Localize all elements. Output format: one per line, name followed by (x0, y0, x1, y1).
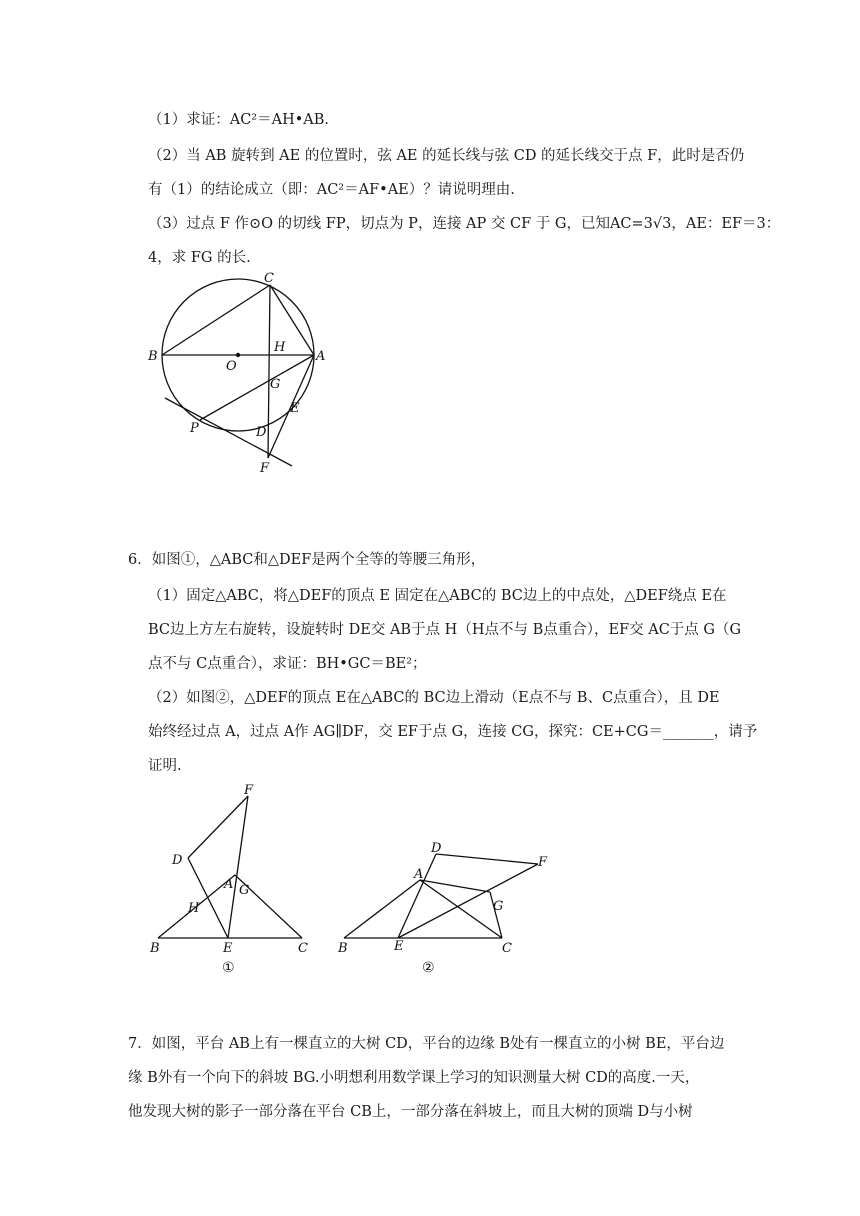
q6-part2-line1: （2）如图②，△DEF的顶点 E在△ABC的 BC边上滑动（E点不与 B、C点重合），且 DE (148, 690, 720, 706)
q6-part2-line3: 证明. (148, 758, 182, 774)
q7-line3: 他发现大树的影子一部分落在平台 CB上，一部分落在斜坡上，而且大树的顶端 D与小树 (128, 1104, 693, 1120)
q6-part1-line1: （1）固定△ABC，将△DEF的顶点 E 固定在△ABC的 BC边上的中点处，△DEF绕点 E在 (148, 588, 727, 604)
triangle-figure-1 (140, 780, 330, 980)
fig1-number: ① (222, 960, 235, 976)
label-C: C (264, 271, 274, 286)
fig2-label-A: A (414, 867, 424, 882)
q7-line1: 7．如图，平台 AB上有一棵直立的大树 CD，平台的边缘 B处有一棵直立的小树 BE，平台边 (128, 1036, 725, 1052)
fig1-label-A: A (224, 877, 234, 892)
label-P: P (190, 421, 199, 436)
q5-part2-line2: 有（1）的结论成立（即：AC²＝AF•AE）？请说明理由. (148, 182, 515, 198)
label-B: B (148, 349, 158, 364)
q6-intro: 6．如图①，△ABC和△DEF是两个全等的等腰三角形， (128, 552, 486, 568)
label-A: A (316, 349, 326, 364)
fig2-label-B: B (338, 941, 348, 956)
fig1-label-C: C (298, 941, 308, 956)
q5-part2-line1: （2）当 AB 旋转到 AE 的位置时，弦 AE 的延长线与弦 CD 的延长线交于点 F，此时是否仍 (148, 148, 745, 164)
fig1-label-G: G (239, 883, 250, 898)
label-O: O (226, 359, 237, 374)
circle-geometry-figure (140, 270, 326, 480)
fig1-label-D: D (172, 853, 183, 868)
fig1-label-F: F (244, 783, 254, 798)
q6-part1-line2: BC边上方左右旋转，设旋转时 DE交 AB于点 H（H点不与 B点重合），EF交 AC于点 G（G (148, 622, 742, 638)
label-D: D (256, 425, 267, 440)
triangle-figure-2 (330, 830, 560, 980)
fig2-label-C: C (502, 941, 512, 956)
fig2-label-D: D (431, 841, 442, 856)
q5-part1: （1）求证：AC²＝AH•AB. (148, 112, 330, 128)
fig1-label-E: E (223, 941, 233, 956)
q7-line2: 缘 B外有一个向下的斜坡 BG.小明想利用数学课上学习的知识测量大树 CD的高度.一天， (128, 1070, 700, 1086)
fig2-label-F: F (538, 855, 548, 870)
label-F: F (260, 461, 270, 476)
fig2-number: ② (422, 960, 435, 976)
label-E: E (290, 401, 300, 416)
label-G: G (270, 377, 281, 392)
label-H: H (274, 340, 286, 355)
q6-part1-line3: 点不与 C点重合），求证：BH•GC＝BE²； (148, 656, 427, 672)
fig2-label-G: G (493, 899, 504, 914)
fig2-label-E: E (394, 939, 404, 954)
fig1-label-B: B (150, 941, 160, 956)
q5-part3-line2: 4，求 FG 的长. (148, 250, 251, 266)
q6-part2-line2: 始终经过点 A，过点 A作 AG∥DF，交 EF于点 G，连接 CG，探究：CE+CG＝_______，请予 (148, 724, 758, 740)
fig1-label-H: H (188, 901, 200, 916)
q5-part3-line1: （3）过点 F 作⊙O 的切线 FP，切点为 P，连接 AP 交 CF 于 G，已知AC=3√3，AE：EF＝3： (148, 216, 781, 232)
